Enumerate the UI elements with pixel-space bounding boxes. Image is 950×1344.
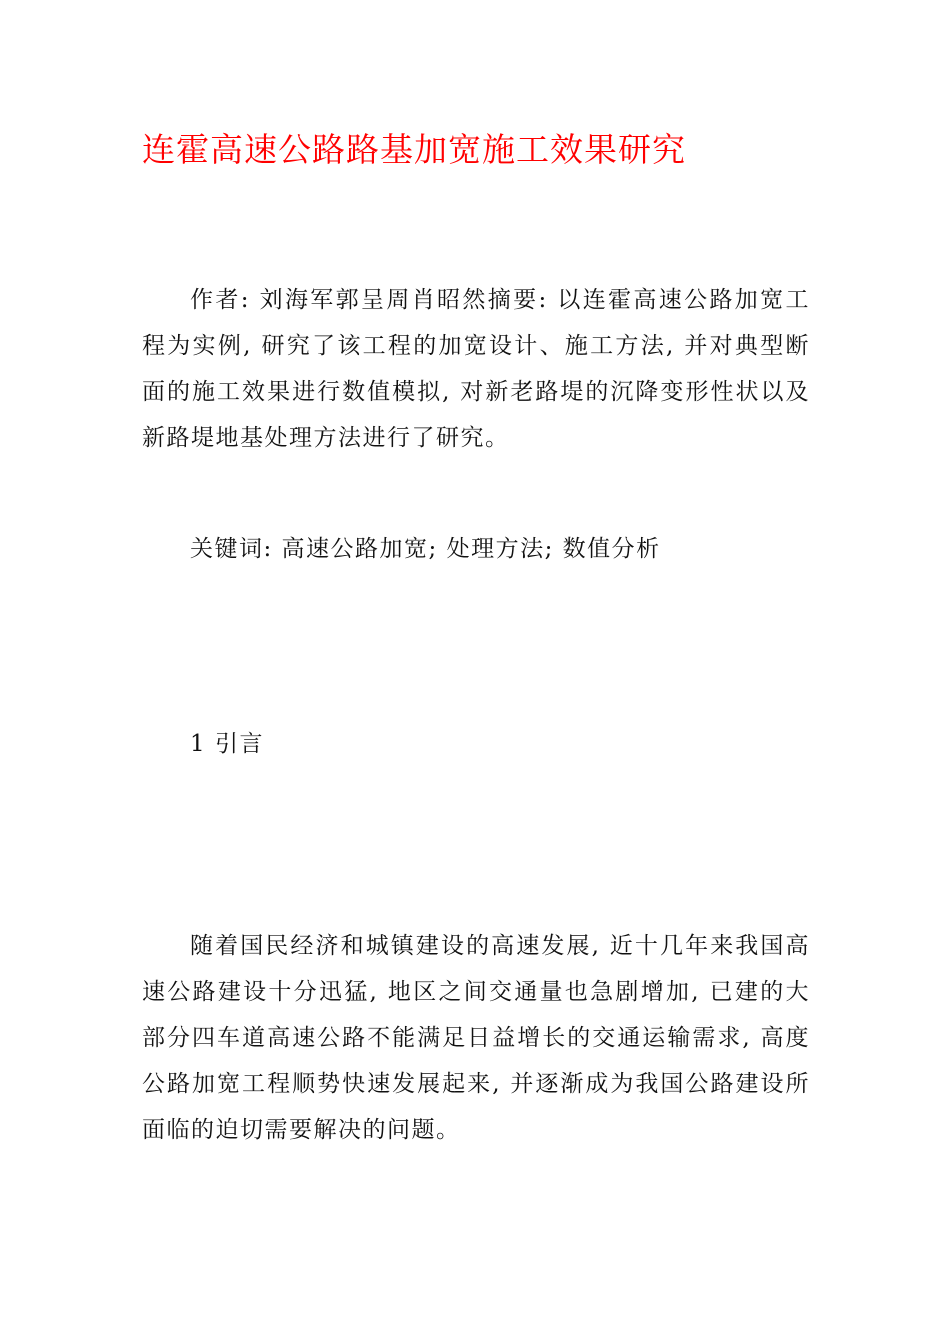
section-heading: 1 引言 [190,731,264,757]
body-paragraph: 随着国民经济和城镇建设的高速发展, 近十几年来我国高速公路建设十分迅猛, 地区之间交通量也急剧增加, 已建的大部分四车道高速公路不能满足日益增长的交通运输需求, 高度公路加宽工程顺势快速发展起来, 并逐渐成为我国公路建设所面临的迫切需要解决的问题。 [142,933,810,1143]
abstract-paragraph: 作者: 刘海军郭呈周肖昭然摘要: 以连霍高速公路加宽工程为实例, 研究了该工程的加宽设计、施工方法, 并对典型断面的施工效果进行数值模拟, 对新老路堤的沉降变形性状以及新路堤地基处理方法进行了研究。 [142,287,810,451]
keywords-line: 关键词: 高速公路加宽; 处理方法; 数值分析 [190,536,661,562]
document-title: 连霍高速公路路基加宽施工效果研究 [142,130,686,169]
